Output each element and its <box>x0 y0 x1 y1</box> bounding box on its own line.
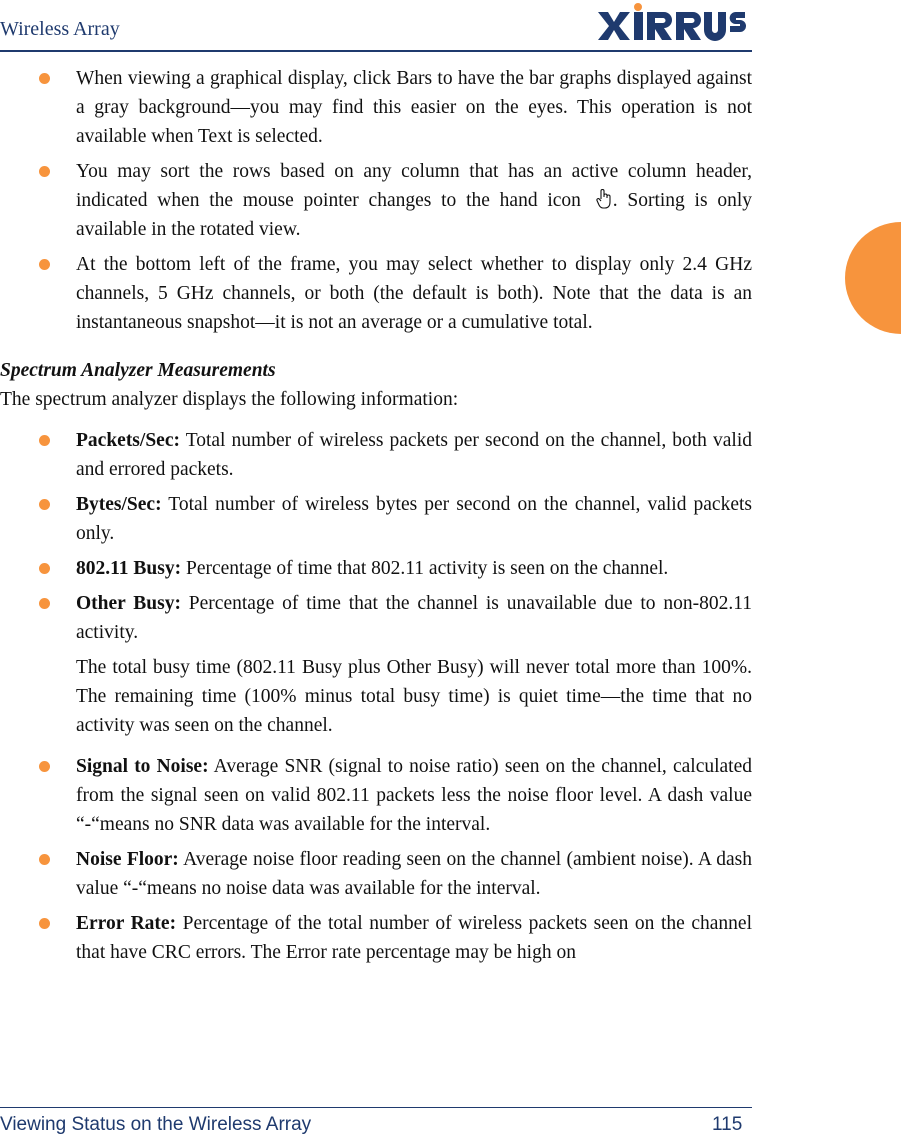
term-definition: Percentage of time that the channel is unavailable due to non-802.11 activity. <box>76 593 752 643</box>
list-item <box>0 554 752 583</box>
term-label: Packets/Sec: <box>76 430 180 451</box>
term-definition: Average SNR (signal to noise ratio) seen on the channel, calculated from the signal seen on valid 802.11 packets less the noise floor level. A dash value “-“means no SNR data was available for the interval. <box>76 756 752 835</box>
term-definition: Average noise floor reading seen on the channel (ambient noise). A dash value “-“means no noise data was available for the interval. <box>76 849 752 899</box>
page-body <box>0 64 752 973</box>
bullet-dot-icon <box>39 499 50 510</box>
page-number: 115 <box>712 1114 743 1135</box>
bullet-text: You may sort the rows based on any column that has an active column header, indicated when the mouse pointer changes to the hand icon <box>76 161 752 211</box>
bullet-dot-icon <box>39 166 50 177</box>
bullet-dot-icon <box>39 598 50 609</box>
bullet-text: At the bottom left of the frame, you may select whether to display only 2.4 GHz channels, 5 GHz channels, or both (the default is both). Note that the data is an instantaneous snapshot—it is not an average or a cumulative total. <box>76 254 752 333</box>
footer-rule <box>0 1107 752 1108</box>
hand-pointer-icon <box>595 189 613 209</box>
term-definition: Total number of wireless bytes per second on the channel, valid packets only. <box>76 494 752 544</box>
list-item <box>0 64 752 151</box>
bullet-dot-icon <box>39 854 50 865</box>
term-label: Error Rate: <box>76 913 177 934</box>
section-intro: The spectrum analyzer displays the following information: <box>0 389 459 410</box>
running-header-title: Wireless Array <box>0 18 120 40</box>
term-label: 802.11 Busy: <box>76 558 182 579</box>
bullet-dot-icon <box>39 563 50 574</box>
list-item <box>0 589 752 647</box>
bullet-dot-icon <box>39 761 50 772</box>
term-label: Other Busy: <box>76 593 181 614</box>
term-definition: Total number of wireless packets per second on the channel, both valid and errored packets. <box>76 430 752 480</box>
term-label: Noise Floor: <box>76 849 179 870</box>
bullet-text: When viewing a graphical display, click Bars to have the bar graphs displayed against a gray background—you may find this easier on the eyes. This operation is not available when Text is selected. <box>76 68 752 147</box>
list-item <box>0 752 752 839</box>
busy-time-note: The total busy time (802.11 Busy plus Other Busy) will never total more than 100%. The remaining time (100% minus total busy time) is quiet time—the time that no activity was seen on the channel. <box>76 657 752 736</box>
bullet-dot-icon <box>39 918 50 929</box>
chapter-tab-marker <box>845 222 901 334</box>
bullet-text-after: . Sorting is only available in the rotated view. <box>76 190 752 240</box>
list-item <box>0 845 752 903</box>
term-definition: Percentage of time that 802.11 activity is seen on the channel. <box>181 558 669 579</box>
term-definition: Percentage of the total number of wireless packets seen on the channel that have CRC errors. The Error rate percentage may be high on <box>76 913 752 963</box>
list-item <box>0 490 752 548</box>
bullet-dot-icon <box>39 73 50 84</box>
list-item <box>0 909 752 967</box>
header-rule <box>0 50 752 52</box>
term-label: Signal to Noise: <box>76 756 209 777</box>
list-item <box>0 250 752 337</box>
term-label: Bytes/Sec: <box>76 494 162 515</box>
section-heading: Spectrum Analyzer Measurements <box>0 360 276 381</box>
bullet-dot-icon <box>39 435 50 446</box>
footer-section-title: Viewing Status on the Wireless Array <box>0 1114 312 1135</box>
bullet-dot-icon <box>39 259 50 270</box>
list-item <box>0 426 752 484</box>
xirrus-logo <box>596 2 746 44</box>
list-item <box>0 157 752 244</box>
